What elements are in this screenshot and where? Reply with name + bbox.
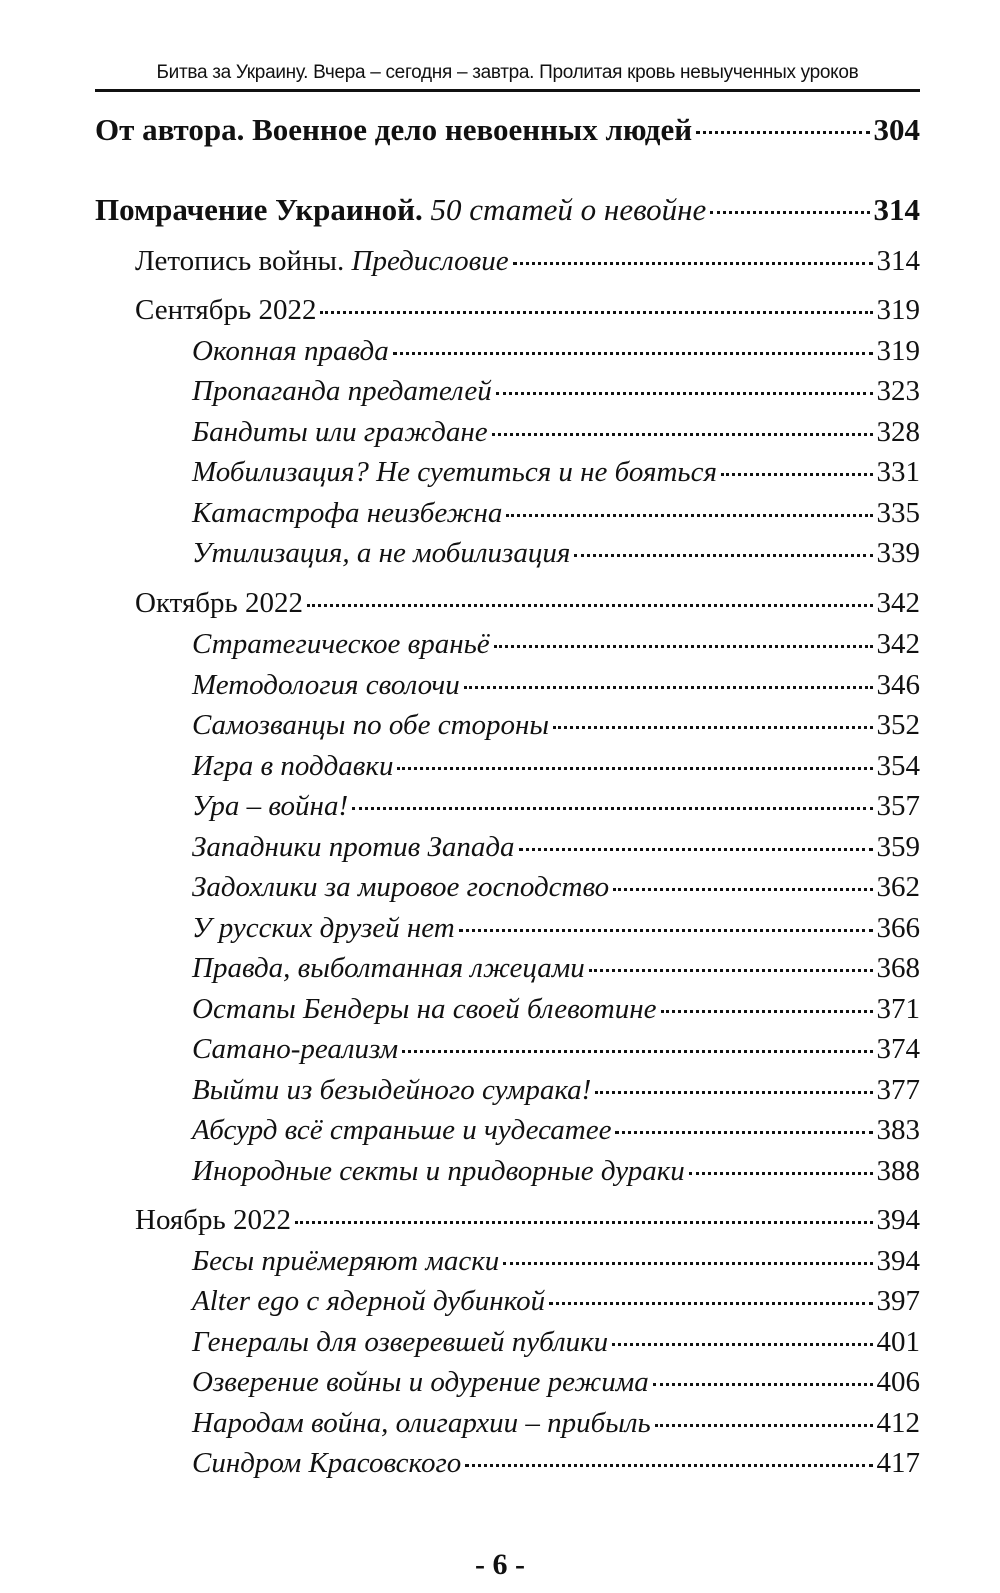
dot-leader	[653, 1383, 873, 1386]
toc-entry-page: 342	[876, 587, 920, 619]
toc-entry-title: Катастрофа неизбежна	[192, 497, 503, 529]
toc-entry-page: 417	[876, 1447, 920, 1479]
toc-entry-page: 362	[876, 871, 920, 903]
toc-entry-title: Синдром Красовского	[192, 1447, 462, 1479]
toc-item	[192, 748, 920, 784]
toc-entry-page: 394	[876, 1245, 920, 1277]
toc-item	[192, 1072, 920, 1108]
toc-section-november	[135, 1202, 920, 1238]
toc-entry-page: 352	[876, 709, 920, 741]
toc-preface-subtitle: Предисловие	[351, 245, 509, 277]
toc-item	[192, 1031, 920, 1067]
toc-item	[192, 454, 920, 490]
toc-entry-title: Народам война, олигархии – прибыль	[192, 1407, 651, 1439]
toc-item	[192, 333, 920, 369]
toc-item	[192, 1364, 920, 1400]
toc-entry-page: 335	[876, 497, 920, 529]
toc-entry-title: От автора. Военное дело невоенных людей	[95, 112, 693, 147]
toc-entry-title: Абсурд всё страньше и чудесатее	[192, 1114, 612, 1146]
toc-entry-title: Самозванцы по обе стороны	[192, 709, 550, 741]
toc-item	[192, 626, 920, 662]
toc-preface-title: Летопись войны.	[135, 245, 345, 277]
running-header: Битва за Украину. Вчера – сегодня – завтра. Пролитая кровь невыученных уроков	[95, 62, 920, 92]
toc-entry-title: Озверение войны и одурение режима	[192, 1366, 649, 1398]
toc-entry-title: Утилизация, а не мобилизация	[192, 537, 571, 569]
toc-entry-title: Ноябрь 2022	[135, 1204, 291, 1236]
toc-section-october	[135, 585, 920, 621]
toc-entry-page: 319	[876, 335, 920, 367]
toc-entry-page: 383	[876, 1114, 920, 1146]
dot-leader	[492, 433, 873, 436]
toc-entry-title: Методология сволочи	[192, 669, 460, 701]
toc-entry-title: Выйти из безыдейного сумрака!	[192, 1074, 592, 1106]
dot-leader	[661, 1010, 873, 1013]
dot-leader	[612, 1343, 872, 1346]
dot-leader	[506, 514, 872, 517]
toc-entry-page: 314	[873, 192, 920, 227]
toc-entry-part	[95, 192, 920, 228]
toc-entry-page: 328	[876, 416, 920, 448]
dot-leader	[721, 473, 873, 476]
toc-item	[192, 788, 920, 824]
toc-entry-page: 304	[873, 112, 920, 147]
dot-leader	[689, 1172, 873, 1175]
toc-item	[192, 1283, 920, 1319]
toc-entry-title: Пропаганда предателей	[192, 375, 492, 407]
dot-leader	[696, 131, 869, 134]
toc-item	[192, 414, 920, 450]
toc-entry-title: Мобилизация? Не суетиться и не бояться	[192, 456, 717, 488]
dot-leader	[459, 929, 873, 932]
toc-item	[192, 1445, 920, 1481]
toc-section-september	[135, 292, 920, 328]
dot-leader	[496, 392, 873, 395]
toc-item	[192, 829, 920, 865]
toc-entry-title	[95, 192, 710, 228]
toc-entry-title: Сентябрь 2022	[135, 294, 317, 326]
toc-entry-page: 314	[876, 245, 920, 277]
toc-entry-page: 388	[876, 1155, 920, 1187]
toc-entry-title: Генералы для озверевшей публики	[192, 1326, 609, 1358]
toc-entry-page: 394	[876, 1204, 920, 1236]
dot-leader	[615, 1131, 872, 1134]
toc-entry-page: 401	[876, 1326, 920, 1358]
toc-item	[192, 1153, 920, 1189]
dot-leader	[465, 1464, 872, 1467]
toc-entry-page: 377	[876, 1074, 920, 1106]
dot-leader	[595, 1091, 872, 1094]
toc-item	[192, 991, 920, 1027]
toc-entry-page: 323	[876, 375, 920, 407]
toc-item	[192, 1112, 920, 1148]
dot-leader	[494, 645, 873, 648]
toc-entry-page: 397	[876, 1285, 920, 1317]
toc-entry-page: 346	[876, 669, 920, 701]
dot-leader	[589, 969, 873, 972]
toc-entry-page: 339	[876, 537, 920, 569]
toc-item	[192, 950, 920, 986]
toc-item	[192, 869, 920, 905]
toc-entry-page: 359	[876, 831, 920, 863]
toc-entry-page: 412	[876, 1407, 920, 1439]
toc-entry-title: Октябрь 2022	[135, 587, 304, 619]
toc-entry-page: 331	[876, 456, 920, 488]
toc-entry-author	[95, 112, 920, 148]
toc-entry-title: Окопная правда	[192, 335, 389, 367]
toc-entry-preface	[135, 243, 920, 279]
toc-part-subtitle: 50 статей о невойне	[430, 192, 707, 227]
dot-leader	[613, 888, 872, 891]
toc-item	[192, 373, 920, 409]
toc-entry-title: Задохлики за мировое господство	[192, 871, 610, 903]
dot-leader	[549, 1302, 872, 1305]
toc-entry-title: Сатано-реализм	[192, 1033, 399, 1065]
toc-entry-title: Стратегическое враньё	[192, 628, 490, 660]
dot-leader	[655, 1424, 873, 1427]
dot-leader	[503, 1262, 872, 1265]
toc-entry-title: Бесы приёмеряют маски	[192, 1245, 500, 1277]
toc-item	[192, 535, 920, 571]
toc-entry-page: 406	[876, 1366, 920, 1398]
dot-leader	[402, 1050, 872, 1053]
dot-leader	[320, 311, 872, 314]
toc-entry-title: Бандиты или граждане	[192, 416, 488, 448]
toc-entry-page: 354	[876, 750, 920, 782]
toc-item	[192, 910, 920, 946]
page-number: - 6 -	[475, 1548, 525, 1581]
toc-entry-page: 374	[876, 1033, 920, 1065]
toc-entry-page: 368	[876, 952, 920, 984]
toc-entry-title: Западники против Запада	[192, 831, 515, 863]
toc-entry-title: Правда, выболтанная лжецами	[192, 952, 585, 984]
toc-entry-title: Остапы Бендеры на своей блевотине	[192, 993, 657, 1025]
dot-leader	[307, 604, 872, 607]
toc-part-title: Помрачение Украиной.	[95, 192, 423, 227]
toc-item	[192, 1405, 920, 1441]
dot-leader	[574, 554, 872, 557]
toc-entry-title: Ура – война!	[192, 790, 349, 822]
toc-entry-title: Alter ego с ядерной дубинкой	[192, 1285, 546, 1317]
toc-item	[192, 495, 920, 531]
toc-item	[192, 707, 920, 743]
toc-entry-page: 342	[876, 628, 920, 660]
dot-leader	[513, 262, 873, 265]
dot-leader	[295, 1221, 873, 1224]
dot-leader	[464, 686, 873, 689]
toc-item	[192, 1243, 920, 1279]
dot-leader	[553, 726, 872, 729]
toc-entry-page: 371	[876, 993, 920, 1025]
toc-entry-title: У русских друзей нет	[192, 912, 455, 944]
dot-leader	[710, 211, 869, 214]
toc-entry-page: 319	[876, 294, 920, 326]
dot-leader	[397, 767, 872, 770]
dot-leader	[393, 352, 873, 355]
toc-entry-title: Инородные секты и придворные дураки	[192, 1155, 685, 1187]
dot-leader	[352, 807, 872, 810]
toc-item	[192, 667, 920, 703]
toc-entry-page: 366	[876, 912, 920, 944]
toc-item	[192, 1324, 920, 1360]
toc-entry-title	[135, 243, 513, 279]
toc-entry-title: Игра в поддавки	[192, 750, 394, 782]
dot-leader	[519, 848, 873, 851]
toc-entry-page: 357	[876, 790, 920, 822]
